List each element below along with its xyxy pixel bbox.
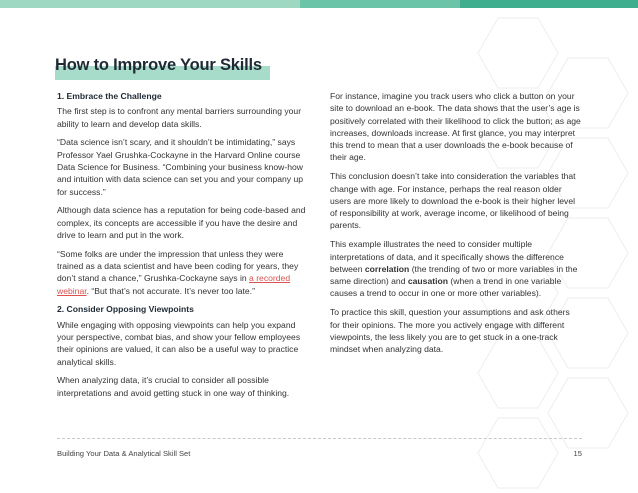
paragraph-text: “Some folks are under the impression that unless they were trained as a data scientist and have been coding for years, they don’t stand a chance,” Grushka-Cockayne says in xyxy=(57,248,299,284)
paragraph-text: This example illustrates the need to consider multiple interpretations of data, and it specifically shows the difference between xyxy=(330,239,564,274)
recorded-webinar-link[interactable]: a recorded webinar xyxy=(57,273,291,296)
top-bar-segment-dark xyxy=(460,0,638,8)
paragraph-quote-webinar xyxy=(57,248,309,297)
page-title: How to Improve Your Skills xyxy=(55,56,262,74)
footer-divider xyxy=(57,438,582,439)
paragraph: Although data science has a reputation for being code-based and complex, its concepts are accessible if you have the desire and drive to learn and put in the work. xyxy=(57,205,306,240)
left-column xyxy=(57,90,309,406)
section-heading-opposing-viewpoints: 2. Consider Opposing Viewpoints xyxy=(57,304,194,315)
paragraph-correlation-causation xyxy=(330,238,582,299)
paragraph-text: . “But that’s not accurate. It’s never too late.” xyxy=(86,285,255,296)
page-number: 15 xyxy=(573,449,582,458)
term-correlation: correlation xyxy=(364,263,410,274)
top-color-bar xyxy=(0,0,638,8)
paragraph-text: (when a trend in one variable causes a trend to occur in one or more other variables). xyxy=(330,276,562,299)
paragraph: When analyzing data, it’s crucial to consider all possible interpretations and avoid getting stuck in one way of thinking. xyxy=(57,375,290,398)
paragraph: While engaging with opposing viewpoints can help you expand your perspective, combat bias, and show your fellow employees their opinions are valued, it can also be a useful way to practice analytical skills. xyxy=(57,319,301,367)
right-column xyxy=(330,90,582,362)
page-title-block xyxy=(55,56,262,75)
paragraph: This conclusion doesn’t take into consideration the variables that change with age. For instance, perhaps the real reason older users are more likely to download the e-book is their higher level of responsibility at work, average income, or likelihood of being parents. xyxy=(330,171,576,231)
paragraph: To practice this skill, question your assumptions and ask others for their opinions. The more you actively engage with different viewpoints, the less likely you are to get stuck in a one-track mindset when analyzing data. xyxy=(330,307,570,355)
paragraph: For instance, imagine you track users who click a button on your site to download an e-book. The data shows that the user’s age is positively correlated with their likelihood to click the button; as age increases, downloads increase. At first glance, you may interpret this trend to mean that a user downloads the e-book because of their age. xyxy=(330,91,581,163)
paragraph-quote: “Data science isn’t scary, and it shouldn’t be intimidating,” says Professor Yael Grushka-Cockayne in the Harvard Online course Data Science for Business. “Combining your business know-how and intuition with data science can set you and your company up for success.” xyxy=(57,137,304,197)
term-causation: causation xyxy=(407,276,448,287)
footer-document-title: Building Your Data & Analytical Skill Set xyxy=(57,449,191,458)
section-heading-embrace-challenge: 1. Embrace the Challenge xyxy=(57,91,162,101)
paragraph: The first step is to confront any mental barriers surrounding your ability to learn and develop data skills. xyxy=(57,106,302,129)
top-bar-segment-mid xyxy=(300,0,460,8)
paragraph-text: (the trending of two or more variables in the same direction) and xyxy=(330,263,578,287)
top-bar-segment-light xyxy=(0,0,300,8)
